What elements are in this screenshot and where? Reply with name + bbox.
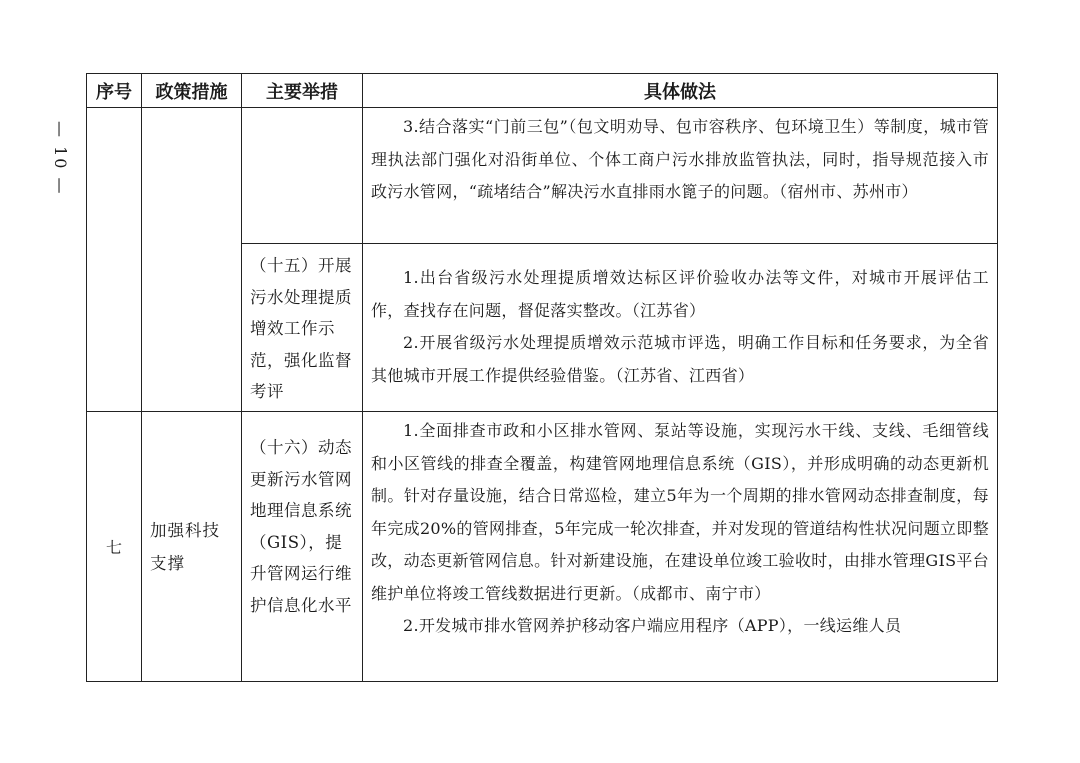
row-measure-cell: （十五）开展污水处理提质增效工作示范，强化监督考评 xyxy=(242,244,363,412)
row-measure-cell xyxy=(242,108,363,244)
header-policy: 政策措施 xyxy=(142,74,242,108)
policy-table xyxy=(86,73,998,682)
header-index: 序号 xyxy=(87,74,142,108)
row-detail-cell xyxy=(363,412,998,682)
header-measure: 主要举措 xyxy=(242,74,363,108)
row-detail-cell xyxy=(363,244,998,412)
header-details: 具体做法 xyxy=(363,74,998,108)
detail-paragraph: 2.开发城市排水管网养护移动客户端应用程序（APP），一线运维人员 xyxy=(403,616,902,635)
row-index-cell: 七 xyxy=(87,412,142,682)
table-header-row xyxy=(87,74,998,108)
detail-paragraph: 1.出台省级污水处理提质增效达标区评价验收办法等文件，对城市开展评估工作，查找存在问题，督促落实整改。（江苏省） xyxy=(371,268,989,320)
row-detail-cell xyxy=(363,108,998,244)
row-measure-cell: （十六）动态更新污水管网地理信息系统（GIS），提升管网运行维护信息化水平 xyxy=(242,412,363,682)
detail-paragraph: 2.开展省级污水处理提质增效示范城市评选，明确工作目标和任务要求，为全省其他城市开展工作提供经验借鉴。（江苏省、江西省） xyxy=(371,333,989,385)
table-row xyxy=(87,108,998,244)
detail-paragraph: 3.结合落实“门前三包”（包文明劝导、包市容秩序、包环境卫生）等制度，城市管理执法部门强化对沿街单位、个体工商户污水排放监管执法，同时，指导规范接入市政污水管网，“疏堵结合”解决污水直排雨水篦子的问题。（宿州市、苏州市） xyxy=(371,117,989,201)
row-policy-cell xyxy=(142,108,242,412)
row-index-cell xyxy=(87,108,142,412)
page-number: — 10 — xyxy=(51,120,70,196)
row-policy-cell: 加强科技支撑 xyxy=(142,412,242,682)
detail-paragraph: 1.全面排查市政和小区排水管网、泵站等设施，实现污水干线、支线、毛细管线和小区管线的排查全覆盖，构建管网地理信息系统（GIS），并形成明确的动态更新机制。针对存量设施，结合日常巡检，建立5年为一个周期的排水管网动态排查制度，每年完成20%的管网排查，5年完成一轮次排查，并对发现的管道结构性状况问题立即整改，动态更新管网信息。针对新建设施，在建设单位竣工验收时，由排水管理GIS平台维护单位将竣工管线数据进行更新。（成都市、南宁市） xyxy=(371,421,989,603)
table-row xyxy=(87,412,998,682)
